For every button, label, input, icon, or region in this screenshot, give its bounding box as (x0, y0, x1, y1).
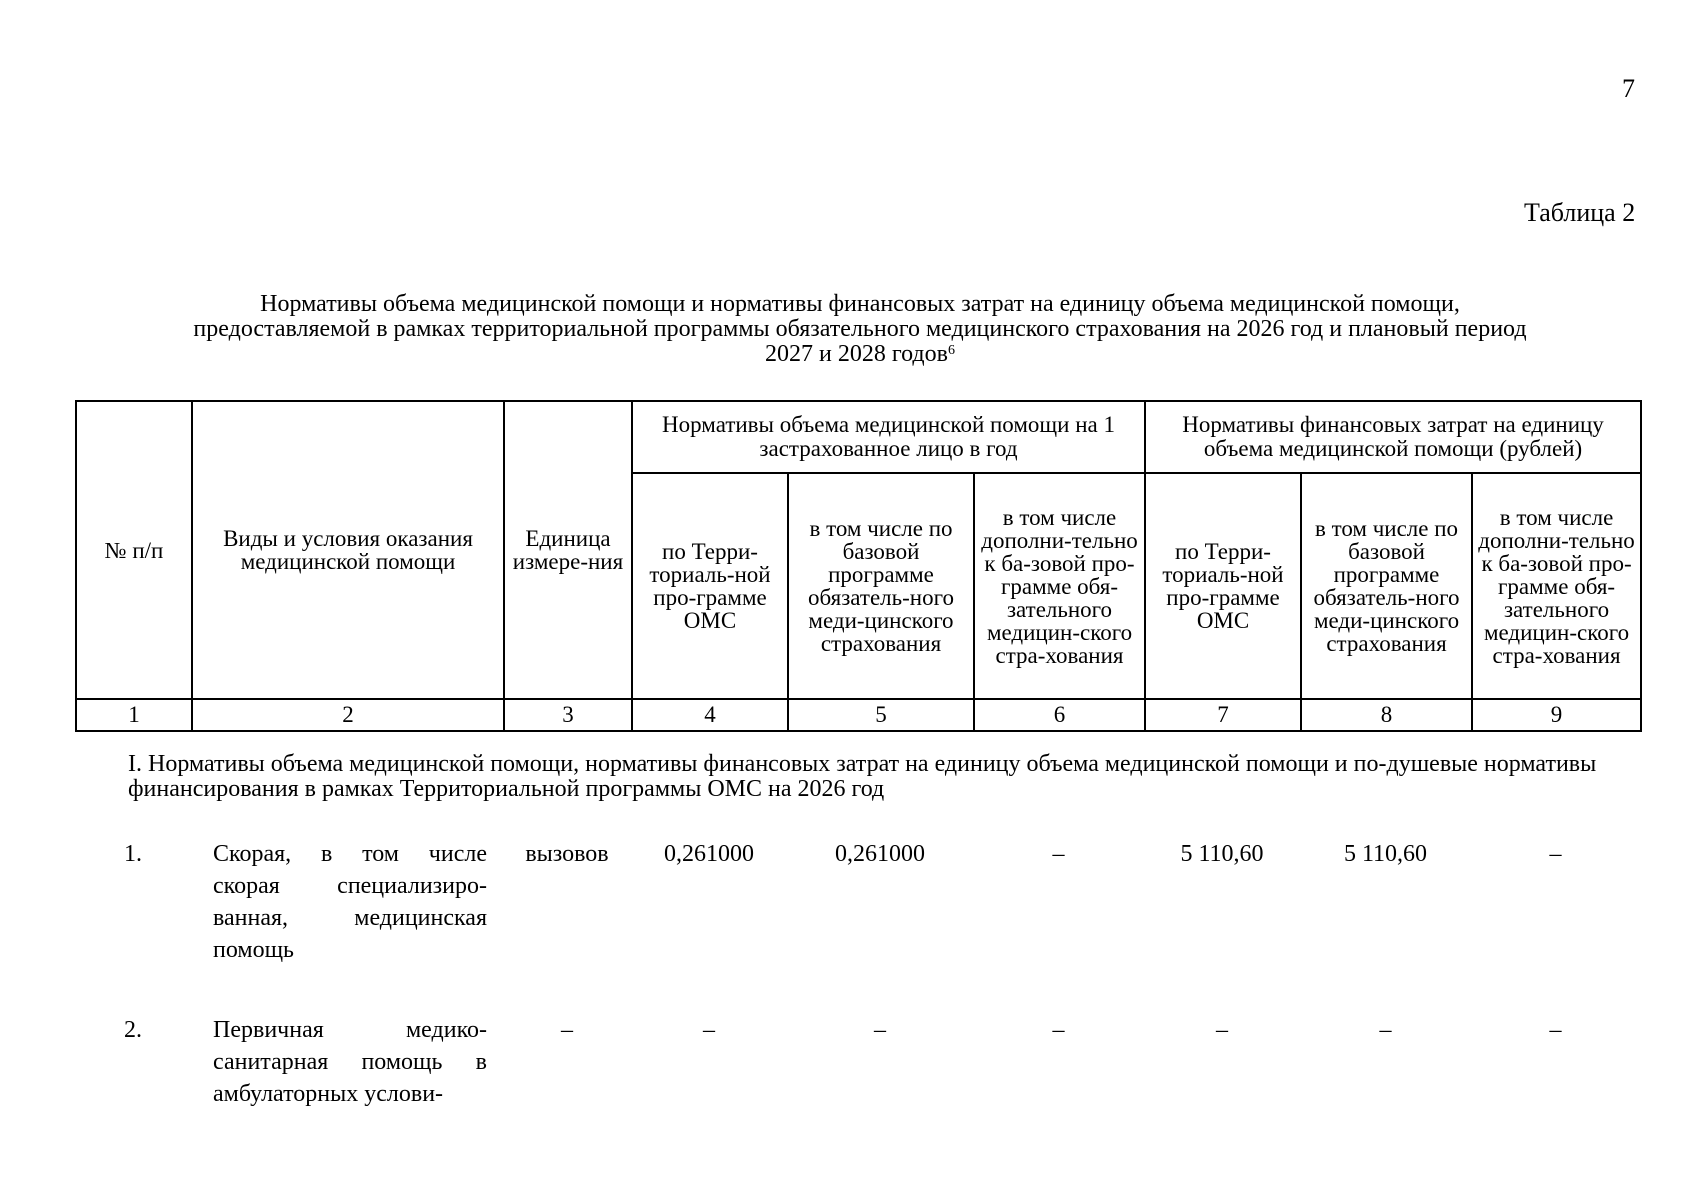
row-cost-base: – (1379, 1017, 1392, 1043)
row-cost-territorial: 5 110,60 (1180, 841, 1264, 867)
row-unit: – (561, 1017, 573, 1043)
header-volume-base: в том числе по базовой программе обязатель-ного меди-цинского страхования (788, 473, 974, 699)
document-title (85, 292, 1635, 367)
header-volume-additional: в том числе дополни-тельно к ба-зовой про-грамме обя-зательного медицин-ского стра-хования (974, 473, 1145, 699)
table-row (75, 838, 1640, 966)
row-volume-base: – (874, 1017, 886, 1043)
row-unit: вызовов (525, 841, 609, 867)
body-table (75, 838, 1640, 1110)
title-line-3 (85, 342, 1635, 367)
page-number: 7 (1622, 74, 1635, 103)
column-number: 6 (974, 699, 1145, 731)
header-cost-base: в том числе по базовой программе обязатель-ного меди-цинского страхования (1301, 473, 1472, 699)
row-volume-additional: – (1052, 1017, 1065, 1043)
header-table (75, 400, 1642, 732)
row-care-type: Скорая, в том числе скорая специализиро-ванная, медицинская помощь (213, 841, 487, 963)
row-volume-territorial: – (703, 1017, 715, 1043)
header-number: № п/п (76, 401, 192, 699)
row-volume-base: 0,261000 (835, 841, 925, 867)
title-line-3-text: 2027 и 2028 годов (765, 341, 948, 367)
row-cost-additional: – (1549, 1017, 1562, 1043)
row-cost-base: 5 110,60 (1343, 841, 1428, 867)
row-cost-additional: – (1549, 841, 1562, 867)
column-number: 2 (192, 699, 504, 731)
column-number: 3 (504, 699, 632, 731)
table-row (75, 1014, 1640, 1110)
row-care-type: Первичная медико-санитарная помощь в амбулаторных услови- (213, 1017, 487, 1107)
header-volume-territorial: по Терри-ториаль-ной про-грамме ОМС (632, 473, 788, 699)
header-group-volume: Нормативы объема медицинской помощи на 1 застрахованное лицо в год (632, 401, 1145, 473)
column-number: 5 (788, 699, 974, 731)
row-spacer (75, 966, 1640, 1014)
table-caption: Таблица 2 (1524, 198, 1636, 227)
row-number: 1. (124, 841, 142, 867)
row-number: 2. (124, 1017, 142, 1043)
section-title: I. Нормативы объема медицинской помощи, нормативы финансовых затрат на единицу объема медицинской помощи и по-душевые нормативы финансирования в рамках Территориальной программы ОМС на 2026 год (128, 751, 1597, 802)
row-cost-territorial: – (1216, 1017, 1228, 1043)
title-line-1: Нормативы объема медицинской помощи и нормативы финансовых затрат на единицу объема медицинской помощи, (260, 291, 1460, 317)
column-number: 1 (76, 699, 192, 731)
header-cost-territorial: по Терри-ториаль-ной про-грамме ОМС (1145, 473, 1301, 699)
column-number: 8 (1301, 699, 1472, 731)
column-number: 9 (1472, 699, 1641, 731)
header-cost-additional: в том числе дополни-тельно к ба-зовой про-грамме обя-зательного медицин-ского стра-хования (1472, 473, 1641, 699)
column-number: 7 (1145, 699, 1301, 731)
footnote-mark: 6 (947, 343, 955, 358)
title-line-2: предоставляемой в рамках территориальной программы обязательного медицинского страхования на 2026 год и плановый период (193, 316, 1527, 342)
header-care-types: Виды и условия оказания медицинской помощи (192, 401, 504, 699)
row-volume-territorial: 0,261000 (664, 841, 754, 867)
header-unit: Единица измере-ния (504, 401, 632, 699)
row-volume-additional: – (1052, 841, 1065, 867)
column-number: 4 (632, 699, 788, 731)
header-group-cost: Нормативы финансовых затрат на единицу объема медицинской помощи (рублей) (1145, 401, 1641, 473)
